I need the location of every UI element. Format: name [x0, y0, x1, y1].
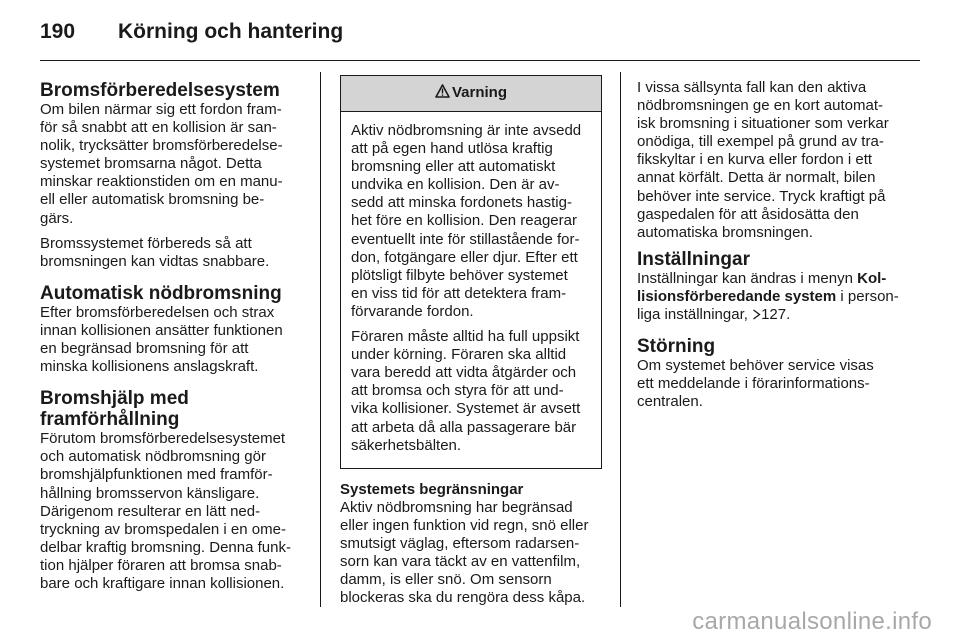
header-rule [40, 60, 920, 61]
paragraph: Aktiv nödbromsning är inte avsedd att på egen hand utlösa kraftig bromsning eller att automatiskt undvika en kollision. Den är av- sedd att minska fordonets hastig- het före en kollision. Den reagerar eventuellt inte för stillastående for- don, fotgängare eller djur. Efter ett plötsligt filbyte behöver systemet en viss tid för att detektera fram- förvarande fordon. [351, 122, 582, 320]
page-title: Körning och hantering [118, 20, 344, 43]
watermark: carmanualsonline.info [692, 608, 932, 635]
section-fault [637, 336, 922, 411]
paragraph: Aktiv nödbromsning har begränsad eller ingen funktion vid regn, snö eller smutsigt väglag, eftersom radarsen- sorn kan vara täckt av en vattenfilm, damm, is eller snö. Om sensorn blockeras ska du rengöra dess kåpa. [340, 498, 589, 607]
section-predictive-brake-assist [40, 388, 310, 593]
heading-predictive-brake-assist: Bromshjälp med framförhållning [40, 388, 189, 431]
warning-box [340, 75, 602, 469]
section-automatic-emergency-braking [40, 283, 310, 376]
paragraph: Om systemet behöver service visas ett meddelande i förarinformations- centralen. [637, 357, 874, 411]
section-settings [637, 249, 922, 324]
section-system-limitations [340, 481, 602, 608]
column-divider-1 [320, 72, 321, 607]
paragraph: Förutom bromsförberedelsesystemet och automatisk nödbromsning gör bromshjälpfunktionen med framför- hållning bromsservon känsligare. Därigenom resulterar en lätt ned- tryckning av bromspedalen i en ome- delbar kraftig bromsning. Denna funk- tion hjälper föraren att bromsa snab- bare och kraftigare innan kollisionen. [40, 430, 291, 592]
section-brake-preparation [40, 80, 310, 271]
paragraph: Bromssystemet förbereds så att bromsningen kan vidtas snabbare. [40, 234, 270, 270]
column-3 [637, 79, 922, 423]
heading-brake-preparation: Bromsförberedelsesystem [40, 80, 280, 101]
heading-fault: Störning [637, 336, 716, 358]
paragraph: Om bilen närmar sig ett fordon fram- för så snabbt att en kollision är san- nolik, trycksätter bromsförberedelse- systemet bromsarna något. Detta minskar reaktionstiden om en manu- ell eller automatisk bromsning be- gärs. [40, 101, 283, 227]
page-reference[interactable]: 127. [761, 306, 791, 324]
column-2 [340, 75, 602, 614]
paragraph: Föraren måste alltid ha full uppsikt under körning. Föraren ska alltid vara beredd att vidta åtgärder och att bromsa och styra för att und- vika kollisioner. Systemet är avsett att arbeta då alla passagerare bär säkerhetsbälten. [351, 328, 581, 454]
heading-automatic-emergency-braking: Automatisk nödbromsning [40, 282, 282, 304]
column-divider-2 [620, 72, 621, 607]
warning-title: Varning [451, 84, 507, 102]
warning-header [341, 76, 601, 112]
column-1 [40, 80, 310, 605]
page-number: 190 [40, 20, 76, 43]
page-reference-icon [752, 306, 761, 323]
heading-system-limitations: Systemets begränsningar [340, 480, 524, 498]
page-header [40, 14, 920, 50]
menu-name: Kol- [857, 269, 887, 287]
paragraph: Inställningar kan ändras i menyn Kol- lisionsförberedande system i person- liga inställningar, 127. [637, 269, 899, 324]
heading-settings: Inställningar [637, 248, 750, 270]
warning-body [341, 112, 601, 468]
paragraph: Efter bromsförberedelsen och strax innan kollisionen ansätter funktionen en begränsad bromsning för att minska kollisionens anslagskraft. [40, 303, 283, 376]
warning-triangle-icon [435, 84, 450, 103]
menu-name: lisionsförberedande system [637, 287, 837, 305]
paragraph-intro: I vissa sällsynta fall kan den aktiva nödbromsningen ge en kort automat- isk bromsning i situationer som verkar onödiga, till exempel på grund av tra- fikskyltar i en kurva eller fordon i ett annat körfält. Detta är normalt, bilen behöver inte service. Tryck kraftigt på gaspedalen för att åsidosätta den automatiska bromsningen. [637, 79, 889, 241]
